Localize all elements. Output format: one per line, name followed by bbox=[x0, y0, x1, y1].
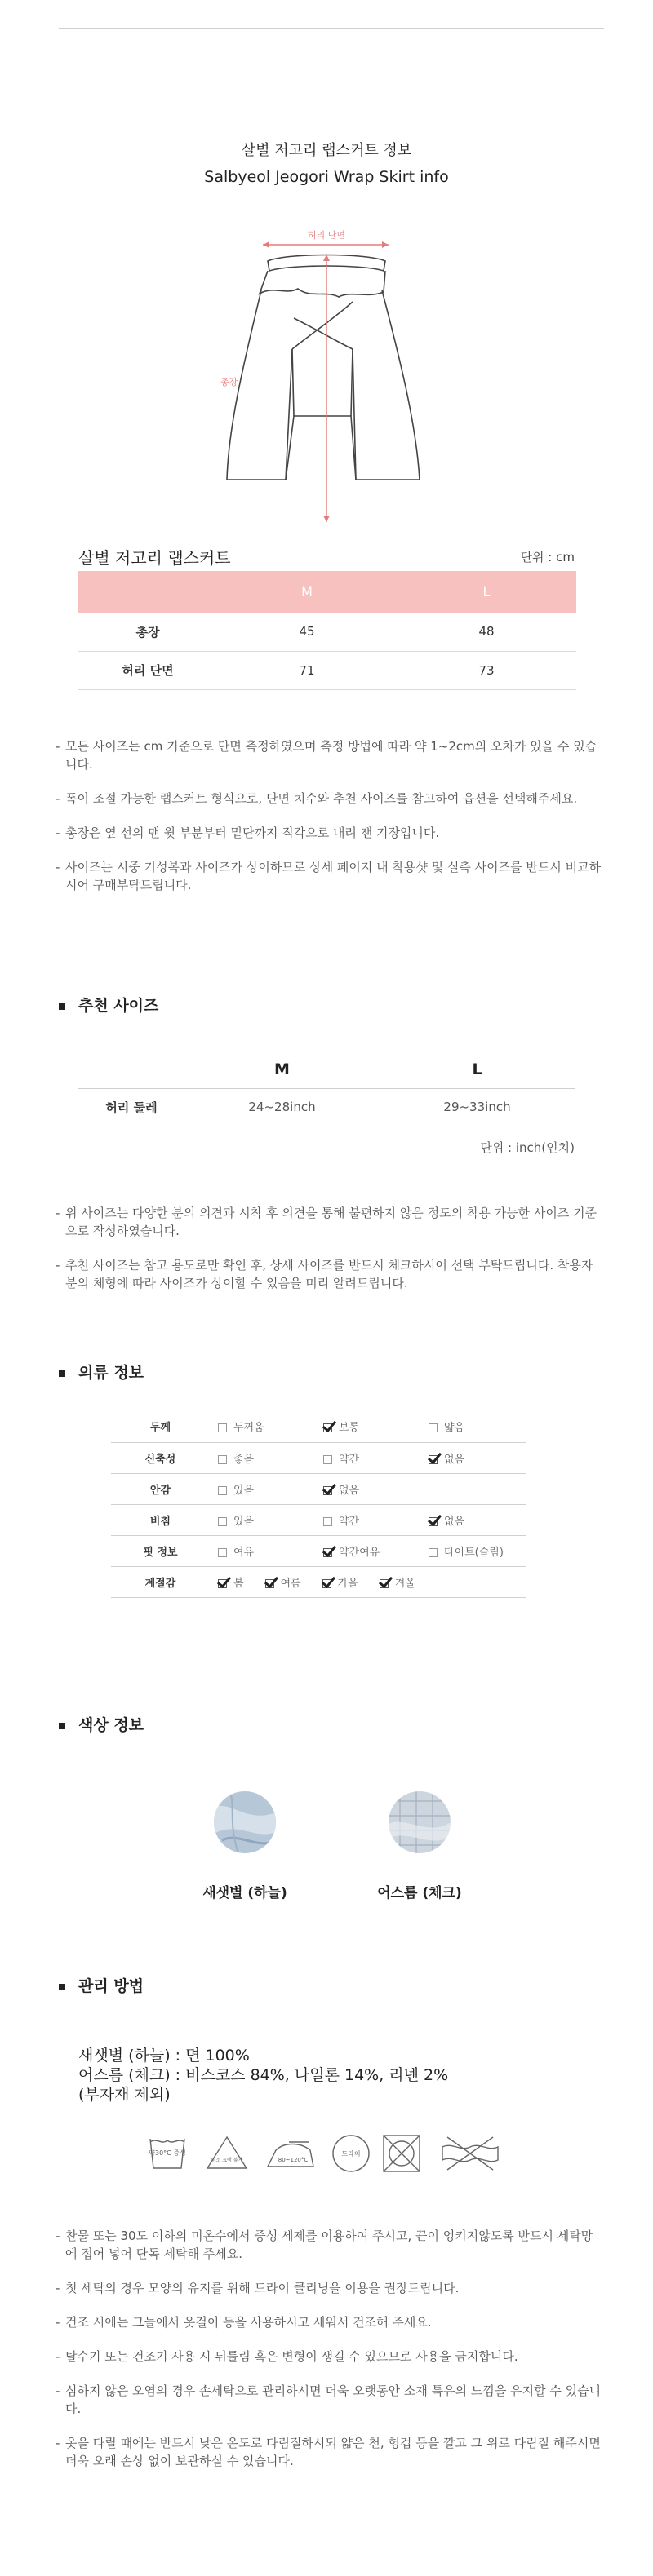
wash-30-icon-label: 약30°C 중성 bbox=[149, 2149, 186, 2157]
skirt-diagram bbox=[196, 220, 457, 530]
cell-value: 45 bbox=[217, 613, 397, 651]
fabric-option bbox=[210, 1535, 315, 1566]
no-bleach-icon bbox=[207, 2137, 247, 2168]
list-item: - 찬물 또는 30도 이하의 미온수에서 중성 세제를 이용하여 주시고, 끈이 엉키지않도록 반드시 세탁망에 접어 넣어 단독 세탁해 주세요. bbox=[56, 2227, 604, 2263]
fabric-option bbox=[315, 1411, 420, 1442]
fabric-option bbox=[210, 1504, 315, 1535]
color-name: 새샛별 (하늘) bbox=[202, 1885, 287, 1901]
option-label: 가을 bbox=[337, 1577, 358, 1590]
fabric-option bbox=[210, 1473, 315, 1504]
table-row bbox=[111, 1504, 526, 1535]
option-label: 약간 bbox=[338, 1515, 360, 1528]
checked-checkbox bbox=[218, 1579, 227, 1588]
list-item: - 추천 사이즈는 참고 용도로만 확인 후, 상세 사이즈를 반드시 체크하시어 선택 부탁드립니다. 착용자분의 체형에 따라 사이즈가 상이할 수 있음을 미리 알려드립니다. bbox=[56, 1256, 604, 1292]
fabric-section-title: 의류 정보 bbox=[59, 1361, 144, 1383]
row-label: 허리 둘레 bbox=[78, 1088, 184, 1126]
size-table-title: 살별 저고리 랩스커트 bbox=[78, 548, 231, 568]
row-label: 허리 단면 bbox=[78, 651, 217, 689]
fabric-option bbox=[265, 1578, 301, 1590]
size-col-l: L bbox=[397, 571, 576, 613]
fabric-option bbox=[315, 1535, 420, 1566]
checked-checkbox bbox=[429, 1455, 438, 1464]
no-bleach-icon-label: 염소 표백 불가 bbox=[211, 2158, 243, 2163]
list-item: - 폭이 조절 가능한 랩스커트 형식으로, 단면 치수와 추천 사이즈를 참고하여 옵션을 선택해주세요. bbox=[56, 790, 604, 808]
option-label: 없음 bbox=[443, 1515, 465, 1528]
no-wring-icon bbox=[442, 2137, 498, 2170]
fabric-row-label: 신축성 bbox=[111, 1442, 210, 1473]
checked-checkbox bbox=[323, 1486, 332, 1495]
unchecked-checkbox bbox=[218, 1423, 227, 1432]
list-item: - 총장은 옆 선의 맨 윗 부분부터 밑단까지 직각으로 내려 잰 기장입니다. bbox=[56, 824, 604, 842]
recommend-table bbox=[78, 1051, 575, 1126]
cell-value: 73 bbox=[397, 651, 576, 689]
fabric-row-label: 핏 정보 bbox=[111, 1535, 210, 1566]
table-row bbox=[111, 1566, 526, 1597]
unchecked-checkbox bbox=[323, 1455, 332, 1464]
table-row bbox=[78, 651, 576, 689]
table-row bbox=[111, 1442, 526, 1473]
option-label: 두꺼움 bbox=[233, 1422, 264, 1435]
color-section-title: 색상 정보 bbox=[59, 1713, 144, 1735]
cell-value: 48 bbox=[397, 613, 576, 651]
list-item: - 탈수기 또는 건조기 사용 시 뒤틀림 혹은 변형이 생길 수 있으므로 사용을 금지합니다. bbox=[56, 2348, 604, 2366]
page-title-en: Salbyeol Jeogori Wrap Skirt info bbox=[204, 168, 449, 186]
care-icons bbox=[145, 2131, 504, 2176]
unchecked-checkbox bbox=[218, 1517, 227, 1526]
option-label: 좋음 bbox=[233, 1453, 255, 1466]
cell-value: 24~28inch bbox=[184, 1088, 380, 1126]
size-table-header bbox=[78, 571, 576, 613]
option-label: 있음 bbox=[233, 1484, 255, 1497]
list-item: - 첫 세탁의 경우 모양의 유지를 위해 드라이 클리닝을 이용을 권장드립니다. bbox=[56, 2279, 604, 2297]
cell-value: 71 bbox=[217, 651, 397, 689]
unchecked-checkbox bbox=[218, 1548, 227, 1557]
color-swatch bbox=[214, 1791, 276, 1853]
option-label: 없음 bbox=[443, 1453, 465, 1466]
table-row bbox=[111, 1411, 526, 1442]
size-notes bbox=[56, 737, 604, 910]
care-materials bbox=[78, 2046, 448, 2105]
fabric-option bbox=[315, 1442, 420, 1473]
list-item: - 모든 사이즈는 cm 기준으로 단면 측정하였으며 측정 방법에 따라 약 1~2cm의 오차가 있을 수 있습니다. bbox=[56, 737, 604, 773]
fabric-option bbox=[380, 1578, 415, 1590]
option-label: 여름 bbox=[280, 1577, 301, 1590]
material-line: 어스름 (체크) : 비스코스 84%, 나일론 14%, 리넨 2% bbox=[78, 2066, 449, 2084]
checked-checkbox bbox=[265, 1579, 274, 1588]
fabric-option bbox=[210, 1442, 315, 1473]
color-swatch bbox=[389, 1791, 451, 1853]
list-item: - 위 사이즈는 다양한 분의 의견과 시착 후 의견을 통해 불편하지 않은 정도의 착용 가능한 사이즈 기준으로 작성하였습니다. bbox=[56, 1204, 604, 1240]
no-tumble-dry-icon bbox=[384, 2136, 420, 2171]
list-item: - 옷을 다릴 때에는 반드시 낮은 온도로 다림질하시되 얇은 천, 헝겁 등을 깔고 그 위로 다림질 해주시면 더욱 오래 손상 없이 보관하실 수 있습니다. bbox=[56, 2434, 604, 2470]
iron-icon-label: 80~120°C bbox=[278, 2157, 309, 2163]
recommend-unit: 단위 : inch(인치) bbox=[480, 1140, 575, 1155]
fabric-option bbox=[218, 1578, 244, 1590]
fabric-option bbox=[420, 1535, 526, 1566]
option-label: 보통 bbox=[338, 1422, 360, 1435]
length-label: 총장 bbox=[220, 377, 238, 387]
table-row bbox=[78, 1088, 575, 1126]
size-col-m: M bbox=[217, 571, 397, 613]
fabric-option bbox=[420, 1442, 526, 1473]
option-label: 봄 bbox=[233, 1577, 244, 1590]
color-name: 어스름 (체크) bbox=[377, 1885, 462, 1901]
table-row bbox=[78, 613, 576, 651]
checked-checkbox bbox=[322, 1579, 331, 1588]
unchecked-checkbox bbox=[323, 1517, 332, 1526]
option-label: 타이트(슬림) bbox=[443, 1546, 504, 1559]
option-label: 약간여유 bbox=[338, 1546, 380, 1559]
fabric-option bbox=[210, 1411, 315, 1442]
option-label: 얇음 bbox=[443, 1422, 465, 1435]
unchecked-checkbox bbox=[218, 1455, 227, 1464]
page-title-ko: 살별 저고리 랩스커트 정보 bbox=[241, 142, 412, 159]
size-table bbox=[78, 571, 576, 690]
care-section-title: 관리 방법 bbox=[59, 1974, 144, 1996]
fabric-table bbox=[111, 1411, 526, 1598]
option-label: 겨울 bbox=[394, 1577, 415, 1590]
unchecked-checkbox bbox=[218, 1486, 227, 1495]
fabric-option bbox=[315, 1504, 420, 1535]
fabric-row-label: 안감 bbox=[111, 1473, 210, 1504]
table-row bbox=[111, 1535, 526, 1566]
row-label: 총장 bbox=[78, 613, 217, 651]
list-item: - 심하지 않은 오염의 경우 손세탁으로 관리하시면 더욱 오랫동안 소재 특유의 느낌을 유지할 수 있습니다. bbox=[56, 2382, 604, 2418]
material-line: 새샛별 (하늘) : 면 100% bbox=[78, 2047, 250, 2065]
rec-col-l: L bbox=[380, 1051, 575, 1088]
material-line: (부자재 제외) bbox=[78, 2086, 171, 2104]
size-table-unit: 단위 : cm bbox=[520, 550, 575, 564]
fabric-row-label: 두께 bbox=[111, 1411, 210, 1442]
fabric-option bbox=[420, 1504, 526, 1535]
care-notes bbox=[56, 2227, 604, 2486]
dry-clean-icon-label: 드라이 bbox=[341, 2150, 361, 2158]
fabric-option bbox=[322, 1578, 358, 1590]
fabric-row-label: 비침 bbox=[111, 1504, 210, 1535]
fabric-row-label: 계절감 bbox=[111, 1566, 210, 1597]
list-item: - 사이즈는 시중 기성복과 사이즈가 상이하므로 상세 페이지 내 착용샷 및 실측 사이즈를 반드시 비교하시어 구매부탁드립니다. bbox=[56, 858, 604, 894]
unchecked-checkbox bbox=[429, 1548, 438, 1557]
waist-label: 허리 단면 bbox=[307, 230, 346, 241]
fabric-option bbox=[420, 1411, 526, 1442]
rec-col-m: M bbox=[184, 1051, 380, 1088]
checked-checkbox bbox=[380, 1579, 389, 1588]
checked-checkbox bbox=[429, 1517, 438, 1526]
option-label: 없음 bbox=[338, 1484, 360, 1497]
option-label: 있음 bbox=[233, 1515, 255, 1528]
recommend-section-title: 추천 사이즈 bbox=[59, 994, 158, 1016]
checked-checkbox bbox=[323, 1423, 332, 1432]
unchecked-checkbox bbox=[429, 1423, 438, 1432]
top-divider bbox=[59, 28, 604, 29]
list-item: - 건조 시에는 그늘에서 옷걸이 등을 사용하시고 세워서 건조해 주세요. bbox=[56, 2313, 604, 2331]
cell-value: 29~33inch bbox=[380, 1088, 575, 1126]
checked-checkbox bbox=[323, 1548, 332, 1557]
fabric-option bbox=[315, 1473, 420, 1504]
option-label: 약간 bbox=[338, 1453, 360, 1466]
recommend-notes bbox=[56, 1204, 604, 1308]
option-label: 여유 bbox=[233, 1546, 255, 1559]
table-row bbox=[111, 1473, 526, 1504]
